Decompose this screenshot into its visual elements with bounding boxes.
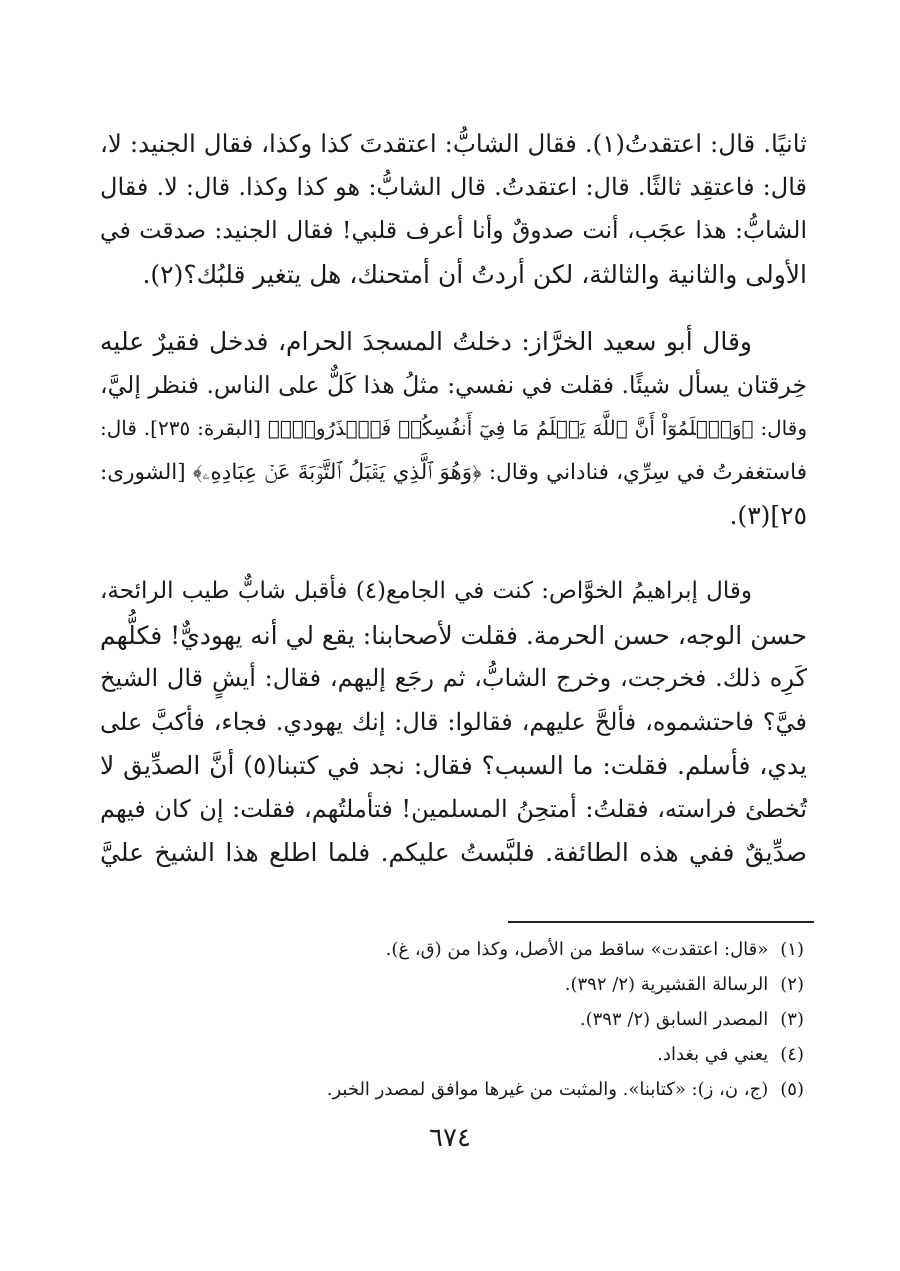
footnote-number: (٥) (780, 1079, 804, 1100)
footnote (204, 967, 804, 1002)
footnote-text: المصدر السابق (٢/ ٣٩٣). (579, 1009, 769, 1030)
text-line: خِرقتان يسأل شيئًا. فقلت في نفسي: مثلُ هذا كَلٌّ على الناس. فنظر إليَّ، (100, 370, 807, 399)
footnote (204, 1037, 804, 1072)
footnote-number: (٣) (780, 1009, 804, 1030)
text-line: ثانيًا. قال: اعتقدتُ(١). فقال الشابُّ: اعتقدتَ كذا وكذا، فقال الجنيد: لا، (100, 129, 807, 158)
text-line: الأولى والثانية والثالثة، لكن أردتُ أن أمتحنك، هل يتغير قلبُك؟(٢). (142, 259, 807, 289)
footnote-text: الرسالة القشيرية (٢/ ٣٩٢). (564, 974, 769, 995)
paragraph-2 (100, 320, 807, 538)
footnote (204, 1072, 804, 1107)
footnote-text: (ج، ن، ز): «كتابنا». والمثبت من غيرها موافق لمصدر الخبر. (326, 1079, 769, 1100)
text-line: وقال أبو سعيد الخرَّاز: دخلتُ المسجدَ الحرام، فدخل فقيرٌ عليه (100, 327, 752, 356)
page-number: ٦٧٤ (429, 1123, 471, 1153)
paragraph-1 (100, 122, 807, 296)
text-line: الشابُّ: هذا عجَب، أنت صدوقٌ وأنا أعرف قلبي! فقال الجنيد: صدقت في (100, 216, 807, 244)
footnote (204, 932, 804, 967)
text-line: حسن الوجه، حسن الحرمة. فقلت لأصحابنا: يقع لي أنه يهوديٌّ! فكلُّهم (100, 620, 807, 650)
footnote-number: (١) (780, 939, 804, 960)
text-line: وقال: ﴿وَٱعۡلَمُوٓاْ أَنَّ ٱللَّهَ يَعۡلَمُ مَا فِيٓ أَنفُسِكُمۡ فَٱحۡذَرُوهُۚ﴾ [البقرة: ٢٣٥]. قال: (100, 416, 807, 440)
footnote-number: (٢) (780, 974, 804, 995)
footnote-number: (٤) (780, 1044, 804, 1065)
text-line: ٢٥](٣). (729, 501, 807, 530)
footnote (204, 1002, 804, 1037)
footnote-separator (508, 921, 814, 923)
text-line: تُخطئ فراسته، فقلتُ: أمتحِنُ المسلمين! فتأملتُهم، فقلت: إن كان فيهم (100, 794, 807, 823)
text-line: صدِّيقٌ ففي هذه الطائفة. فلبَّستُ عليكم. فلما اطلع هذا الشيخ عليَّ (100, 838, 807, 867)
text-line: فيَّ؟ فاحتشموه، فألحَّ عليهم، فقالوا: قال: إنك يهودي. فجاء، فأكبَّ على (100, 707, 807, 736)
text-line: يدي، فأسلم. فقلت: ما السبب؟ فقال: نجد في كتبنا(٥) أنَّ الصدِّيق لا (100, 751, 807, 780)
text-line: كَرِه ذلك. فخرجت، وخرج الشابُّ، ثم رجَع إليهم، فقال: أيشٍ قال الشيخ (100, 664, 808, 692)
text-line: وقال إبراهيمُ الخوَّاص: كنت في الجامع(٤) فأقبل شابٌّ طيب الرائحة، (100, 578, 752, 604)
paragraph-3 (100, 570, 807, 875)
text-line: قال: فاعتقِد ثالثًا. قال: اعتقدتُ. قال الشابُّ: هو كذا وكذا. قال: لا. فقال (100, 172, 807, 201)
footnote-text: «قال: اعتقدت» ساقط من الأصل، وكذا من (ق، غ). (385, 939, 769, 960)
footnotes (204, 932, 804, 1107)
text-line: فاستغفرتُ في سِرِّي، فناداني وقال: ﴿وَهُوَ ٱلَّذِي يَقۡبَلُ ٱلتَّوۡبَةَ عَنۡ عِبَادِهِۦ﴾ [الشورى: (100, 459, 807, 485)
footnote-text: يعني في بغداد. (657, 1044, 769, 1065)
